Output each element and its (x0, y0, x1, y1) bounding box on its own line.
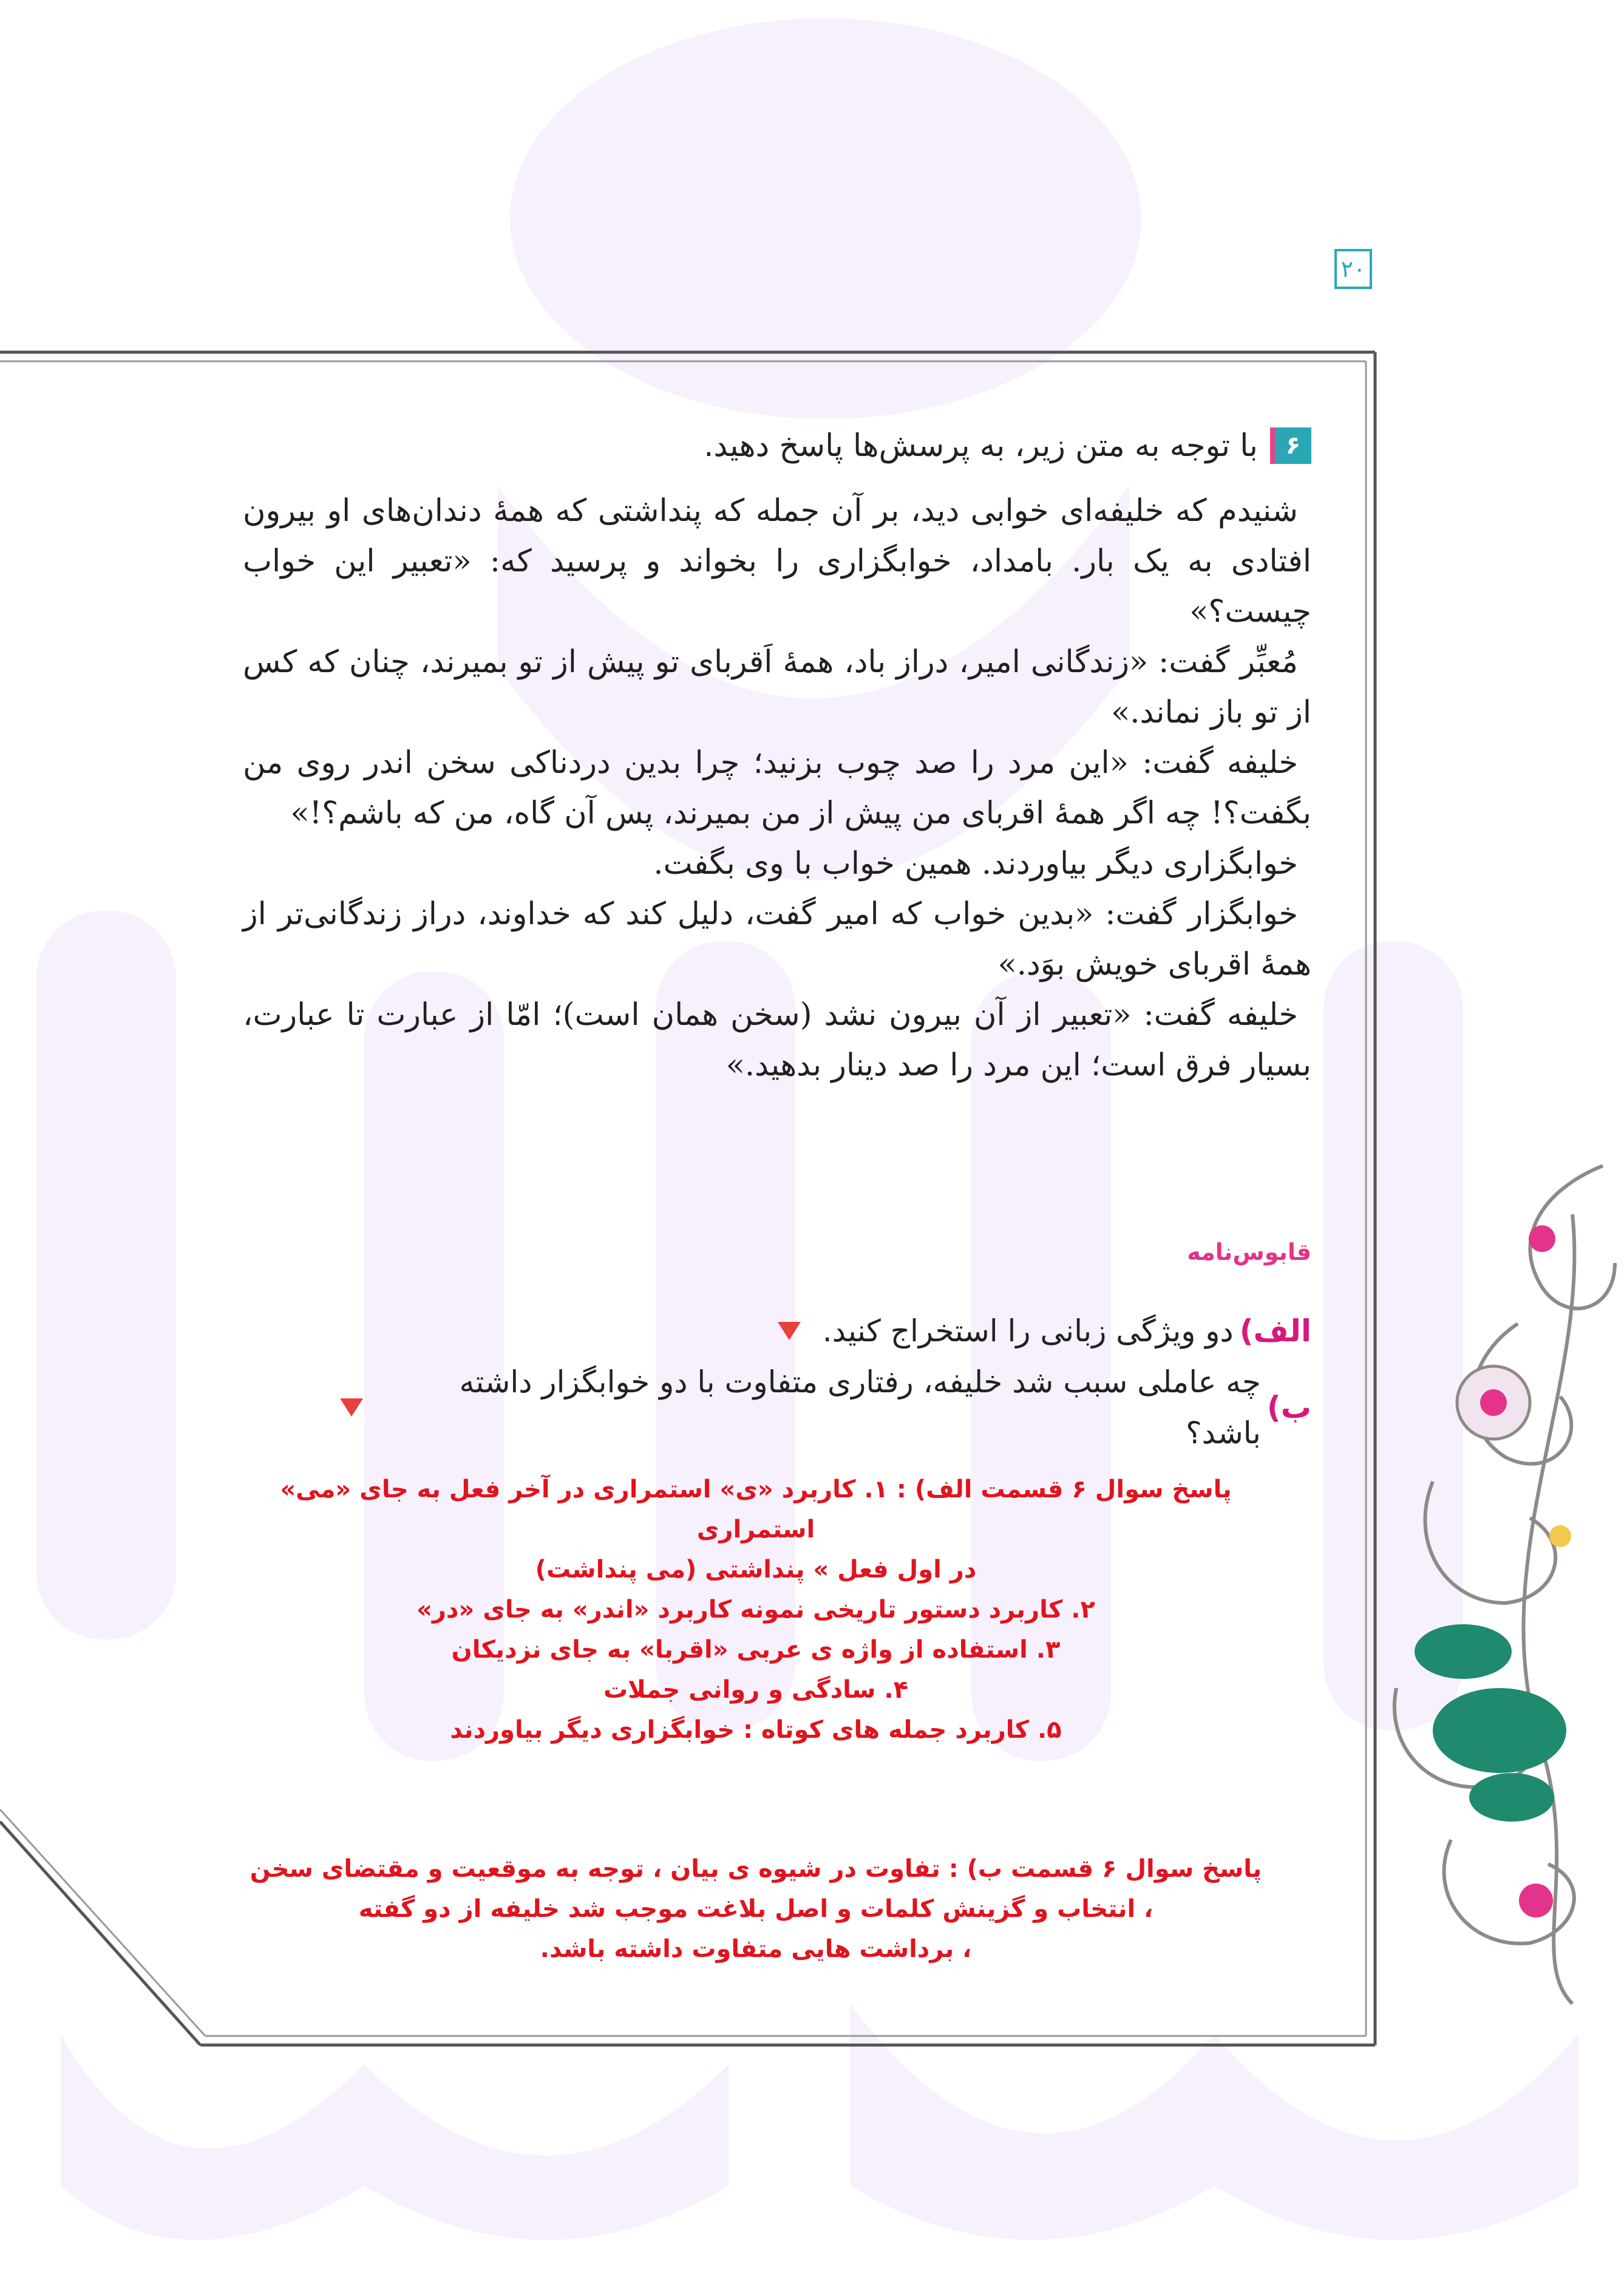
task-text: دو ویژگی زبانی را استخراج کنید. (822, 1313, 1234, 1349)
answer-line: ، برداشت هایی متفاوت داشته باشد. (540, 1935, 972, 1963)
task-label: الف) (1239, 1313, 1311, 1349)
source-citation: قابوس‌نامه (1187, 1239, 1311, 1265)
passage (243, 486, 1311, 1091)
answer-line: پاسخ سوال ۶ قسمت ب) : تفاوت در شیوه ی بیان ، توجه به موقعیت و مقتضای سخن (250, 1855, 1262, 1883)
answer-line: ۳. استفاده از واژه ی عربی «اقربا» به جای نزدیکان (451, 1636, 1061, 1664)
answer-a (231, 1469, 1281, 1750)
answer-line: ، انتخاب و گزینش کلمات و اصل بلاغت موجب شد خلیفه از دو گفته (358, 1895, 1153, 1923)
floral-ornament (1360, 1142, 1624, 2016)
passage-paragraph: شنیدم که خلیفه‌ای خوابی دید، بر آن جمله که پنداشتی که همهٔ دندان‌های او بیرون افتادی به یک بار. بامداد، خوابگزاری را بخواند و پرسید که: «تعبیر این خواب چیست؟» (243, 493, 1311, 630)
passage-paragraph: مُعبِّر گفت: «زندگانی امیر، دراز باد، همهٔ اَقربای تو پیش از تو بمیرند، چنان که کس از تو باز نماند.» (243, 644, 1311, 730)
triangle-icon (340, 1398, 363, 1417)
task-item (340, 1305, 1311, 1356)
question-prompt: با توجه به متن زیر، به پرسش‌ها پاسخ دهید. (704, 427, 1258, 464)
task-item (340, 1356, 1311, 1458)
question-header (291, 427, 1311, 464)
task-list (340, 1305, 1311, 1458)
passage-paragraph: خوابگزاری دیگر بیاوردند. همین خواب با وی بگفت. (653, 846, 1298, 882)
answer-line: پاسخ سوال ۶ قسمت الف) : ۱. کاربرد «ی» استمراری در آخر فعل به جای «می» استمراری (280, 1475, 1232, 1544)
triangle-icon (778, 1322, 801, 1340)
answer-line: ۴. سادگی و روانی جملات (603, 1676, 909, 1704)
page-number: ۲۰ (1334, 249, 1372, 289)
passage-paragraph: خوابگزار گفت: «بدین خواب که امیر گفت، دلیل کند که خداوند، دراز زندگانی‌تر از همهٔ اقربای خویش بوَد.» (243, 896, 1311, 982)
answer-line: ۵. کاربرد جمله های کوتاه : خوابگزاری دیگر بیاوردند (450, 1716, 1062, 1744)
passage-paragraph: خلیفه گفت: «این مرد را صد چوب بزنید؛ چرا بدین دردناکی سخن اندر روی من بگفت؟! چه اگر همهٔ اقربای من پیش از من بمیرند، پس آن گاه، من که باشم؟!» (243, 745, 1311, 831)
passage-paragraph: خلیفه گفت: «تعبیر از آن بیرون نشد (سخن همان است)؛ امّا از عبارت تا عبارت، بسیار فرق است؛ این مرد را صد دینار بدهید.» (243, 997, 1311, 1083)
task-label: ب) (1266, 1390, 1311, 1425)
answer-line: در اول فعل » پنداشتی (می پنداشت) (535, 1556, 977, 1584)
answer-line: ۲. کاربرد دستور تاریخی نمونه کاربرد «اندر» به جای «در» (416, 1596, 1095, 1624)
question-number: ۶ (1270, 427, 1311, 464)
answer-b (231, 1849, 1281, 1969)
task-text: چه عاملی سبب شد خلیفه، رفتاری متفاوت با دو خوابگزار داشته باشد؟ (459, 1364, 1261, 1451)
